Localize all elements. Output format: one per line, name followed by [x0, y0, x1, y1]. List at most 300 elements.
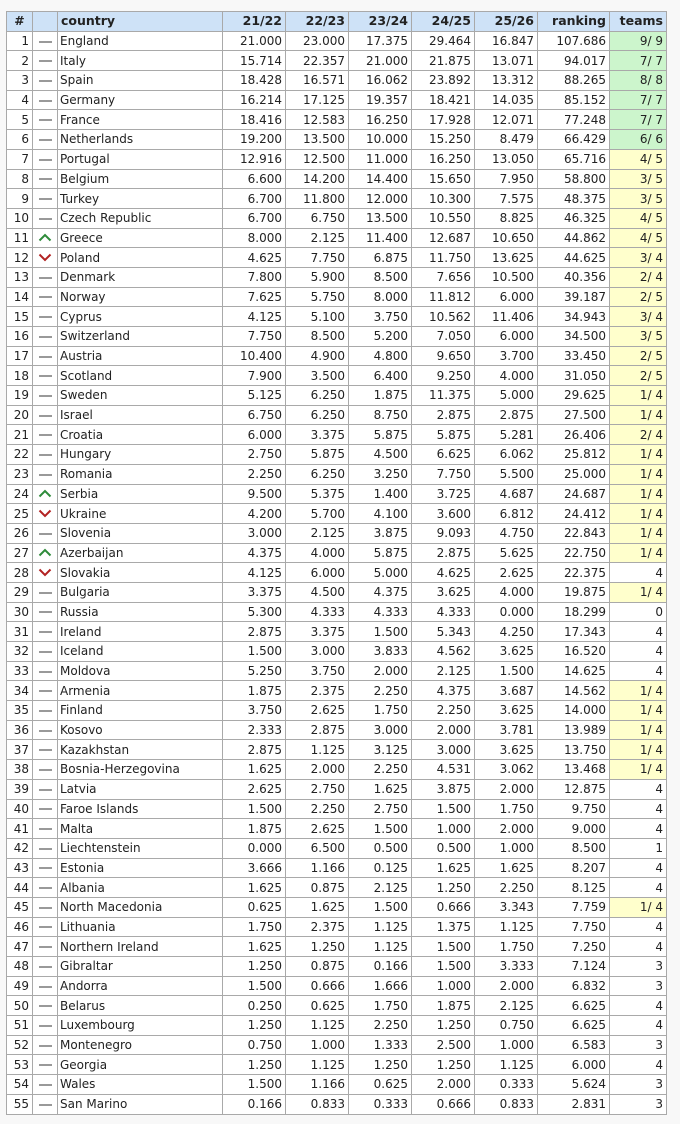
season-24-25-cell: 1.500 [412, 799, 475, 819]
teams-cell: 1/ 4 [610, 897, 667, 917]
trend-cell [33, 543, 58, 563]
rank-cell: 11 [7, 228, 33, 248]
rank-cell: 39 [7, 779, 33, 799]
season-21-22-cell: 7.625 [223, 287, 286, 307]
ranking-cell: 7.124 [538, 957, 610, 977]
rank-cell: 36 [7, 720, 33, 740]
table-row[interactable] [7, 504, 667, 524]
season-24-25-cell: 3.725 [412, 484, 475, 504]
season-23-24-cell: 2.000 [349, 661, 412, 681]
season-24-25-cell: 5.343 [412, 622, 475, 642]
table-row[interactable] [7, 425, 667, 445]
table-row[interactable] [7, 642, 667, 662]
season-24-25-cell: 7.656 [412, 267, 475, 287]
teams-cell: 7/ 7 [610, 90, 667, 110]
trend-unchanged-icon [39, 749, 52, 751]
teams-cell: 4 [610, 917, 667, 937]
ranking-cell: 7.759 [538, 897, 610, 917]
rank-cell: 44 [7, 878, 33, 898]
table-row[interactable] [7, 779, 667, 799]
table-row[interactable] [7, 90, 667, 110]
season-21-22-cell: 3.750 [223, 701, 286, 721]
table-row[interactable] [7, 307, 667, 327]
table-row[interactable] [7, 720, 667, 740]
table-row[interactable] [7, 287, 667, 307]
season-25-26-cell: 3.625 [475, 701, 538, 721]
table-row[interactable] [7, 228, 667, 248]
ranking-cell: 9.750 [538, 799, 610, 819]
season-25-26-cell: 13.071 [475, 51, 538, 71]
table-row[interactable] [7, 563, 667, 583]
table-row[interactable] [7, 582, 667, 602]
rank-cell: 18 [7, 366, 33, 386]
trend-cell [33, 169, 58, 189]
table-row[interactable] [7, 701, 667, 721]
season-22-23-cell: 4.900 [286, 346, 349, 366]
table-row[interactable] [7, 760, 667, 780]
ranking-cell: 107.686 [538, 31, 610, 51]
table-row[interactable] [7, 1094, 667, 1114]
trend-unchanged-icon [39, 651, 52, 653]
season-25-26-cell: 6.000 [475, 327, 538, 347]
country-cell: Kosovo [58, 720, 223, 740]
ranking-cell: 19.875 [538, 582, 610, 602]
season-22-23-cell: 3.375 [286, 425, 349, 445]
season-21-22-cell: 1.500 [223, 642, 286, 662]
season-23-24-cell: 6.875 [349, 248, 412, 268]
table-row[interactable] [7, 976, 667, 996]
season-25-26-cell: 2.625 [475, 563, 538, 583]
trend-unchanged-icon [39, 100, 52, 102]
table-body [7, 31, 667, 1114]
table-row[interactable] [7, 917, 667, 937]
rank-cell: 5 [7, 110, 33, 130]
teams-cell: 4 [610, 1016, 667, 1036]
table-row[interactable] [7, 602, 667, 622]
season-24-25-cell: 10.562 [412, 307, 475, 327]
season-22-23-cell: 1.166 [286, 1075, 349, 1095]
teams-cell: 3 [610, 1075, 667, 1095]
table-row[interactable] [7, 484, 667, 504]
season-25-26-cell: 3.625 [475, 740, 538, 760]
table-row[interactable] [7, 543, 667, 563]
country-cell: Spain [58, 71, 223, 91]
table-row[interactable] [7, 149, 667, 169]
country-cell: France [58, 110, 223, 130]
rank-cell: 49 [7, 976, 33, 996]
season-22-23-cell: 12.500 [286, 149, 349, 169]
season-25-26-cell: 13.312 [475, 71, 538, 91]
trend-cell [33, 897, 58, 917]
season-23-24-cell: 0.125 [349, 858, 412, 878]
country-cell: San Marino [58, 1094, 223, 1114]
trend-cell [33, 917, 58, 937]
table-row[interactable] [7, 327, 667, 347]
season-25-26-cell: 3.781 [475, 720, 538, 740]
teams-cell: 1/ 4 [610, 701, 667, 721]
season-23-24-cell: 19.357 [349, 90, 412, 110]
table-row[interactable] [7, 1075, 667, 1095]
season-22-23-cell: 0.875 [286, 957, 349, 977]
teams-cell: 4 [610, 878, 667, 898]
season-25-26-cell: 3.625 [475, 642, 538, 662]
rank-cell: 6 [7, 130, 33, 150]
rank-cell: 19 [7, 386, 33, 406]
table-row[interactable] [7, 1035, 667, 1055]
teams-cell: 4 [610, 799, 667, 819]
season-24-25-cell: 1.625 [412, 858, 475, 878]
trend-unchanged-icon [39, 631, 52, 633]
season-21-22-cell: 18.416 [223, 110, 286, 130]
trend-cell [33, 464, 58, 484]
ranking-cell: 39.187 [538, 287, 610, 307]
season-22-23-cell: 2.250 [286, 799, 349, 819]
country-cell: Turkey [58, 189, 223, 209]
season-22-23-cell: 4.500 [286, 582, 349, 602]
season-25-26-cell: 3.700 [475, 346, 538, 366]
teams-cell: 8/ 8 [610, 71, 667, 91]
table-row[interactable] [7, 405, 667, 425]
column-header-teams[interactable]: teams [610, 12, 667, 32]
column-header-season-22-23[interactable]: 22/23 [286, 12, 349, 32]
teams-cell: 4/ 5 [610, 208, 667, 228]
trend-down-icon [38, 505, 52, 523]
country-cell: Iceland [58, 642, 223, 662]
table-row[interactable] [7, 464, 667, 484]
season-22-23-cell: 23.000 [286, 31, 349, 51]
season-22-23-cell: 3.500 [286, 366, 349, 386]
country-cell: Andorra [58, 976, 223, 996]
teams-cell: 1/ 4 [610, 484, 667, 504]
rank-cell: 40 [7, 799, 33, 819]
ranking-cell: 34.943 [538, 307, 610, 327]
country-cell: Scotland [58, 366, 223, 386]
season-24-25-cell: 2.000 [412, 1075, 475, 1095]
column-header-season-21-22[interactable]: 21/22 [223, 12, 286, 32]
rank-cell: 16 [7, 327, 33, 347]
trend-cell [33, 1094, 58, 1114]
season-22-23-cell: 3.000 [286, 642, 349, 662]
trend-cell [33, 149, 58, 169]
teams-cell: 1/ 4 [610, 582, 667, 602]
column-header-season-23-24[interactable]: 23/24 [349, 12, 412, 32]
trend-unchanged-icon [39, 1025, 52, 1027]
table-row[interactable] [7, 31, 667, 51]
season-24-25-cell: 21.875 [412, 51, 475, 71]
season-23-24-cell: 3.750 [349, 307, 412, 327]
season-21-22-cell: 2.750 [223, 445, 286, 465]
season-23-24-cell: 13.500 [349, 208, 412, 228]
season-25-26-cell: 2.000 [475, 976, 538, 996]
season-21-22-cell: 6.750 [223, 405, 286, 425]
trend-unchanged-icon [39, 1064, 52, 1066]
header-row [7, 12, 667, 32]
table-row[interactable] [7, 248, 667, 268]
season-21-22-cell: 4.200 [223, 504, 286, 524]
teams-cell: 9/ 9 [610, 31, 667, 51]
table-row[interactable] [7, 130, 667, 150]
table-row[interactable] [7, 996, 667, 1016]
column-header-season-24-25[interactable]: 24/25 [412, 12, 475, 32]
season-22-23-cell: 1.125 [286, 740, 349, 760]
season-25-26-cell: 4.687 [475, 484, 538, 504]
season-23-24-cell: 1.125 [349, 917, 412, 937]
rank-cell: 33 [7, 661, 33, 681]
table-row[interactable] [7, 169, 667, 189]
table-row[interactable] [7, 838, 667, 858]
country-cell: Romania [58, 464, 223, 484]
trend-cell [33, 1035, 58, 1055]
trend-cell [33, 701, 58, 721]
season-23-24-cell: 1.333 [349, 1035, 412, 1055]
rank-cell: 31 [7, 622, 33, 642]
rank-cell: 34 [7, 681, 33, 701]
trend-unchanged-icon [39, 178, 52, 180]
season-23-24-cell: 3.250 [349, 464, 412, 484]
ranking-cell: 13.989 [538, 720, 610, 740]
season-22-23-cell: 22.357 [286, 51, 349, 71]
teams-cell: 1/ 4 [610, 543, 667, 563]
table-row[interactable] [7, 523, 667, 543]
season-22-23-cell: 3.375 [286, 622, 349, 642]
trend-unchanged-icon [39, 730, 52, 732]
rank-cell: 42 [7, 838, 33, 858]
season-24-25-cell: 1.250 [412, 878, 475, 898]
table-row[interactable] [7, 957, 667, 977]
teams-cell: 4 [610, 1055, 667, 1075]
table-row[interactable] [7, 937, 667, 957]
teams-cell: 1/ 4 [610, 523, 667, 543]
season-21-22-cell: 3.375 [223, 582, 286, 602]
country-cell: Armenia [58, 681, 223, 701]
season-22-23-cell: 6.250 [286, 405, 349, 425]
trend-unchanged-icon [39, 316, 52, 318]
trend-unchanged-icon [39, 277, 52, 279]
table-row[interactable] [7, 71, 667, 91]
rank-cell: 45 [7, 897, 33, 917]
season-24-25-cell: 11.375 [412, 386, 475, 406]
season-23-24-cell: 10.000 [349, 130, 412, 150]
table-row[interactable] [7, 878, 667, 898]
trend-cell [33, 267, 58, 287]
ranking-cell: 25.812 [538, 445, 610, 465]
ranking-cell: 6.000 [538, 1055, 610, 1075]
rank-cell: 21 [7, 425, 33, 445]
season-21-22-cell: 2.333 [223, 720, 286, 740]
trend-unchanged-icon [39, 946, 52, 948]
table-row[interactable] [7, 799, 667, 819]
teams-cell: 4 [610, 996, 667, 1016]
ranking-cell: 14.625 [538, 661, 610, 681]
column-header-trend[interactable] [33, 12, 58, 32]
season-24-25-cell: 1.250 [412, 1016, 475, 1036]
table-row[interactable] [7, 661, 667, 681]
rank-cell: 27 [7, 543, 33, 563]
trend-cell [33, 996, 58, 1016]
table-row[interactable] [7, 858, 667, 878]
table-row[interactable] [7, 622, 667, 642]
table-row[interactable] [7, 189, 667, 209]
column-header-ranking[interactable]: ranking [538, 12, 610, 32]
column-header-season-25-26[interactable]: 25/26 [475, 12, 538, 32]
season-24-25-cell: 4.333 [412, 602, 475, 622]
table-row[interactable] [7, 267, 667, 287]
season-23-24-cell: 8.750 [349, 405, 412, 425]
ranking-cell: 77.248 [538, 110, 610, 130]
season-23-24-cell: 5.200 [349, 327, 412, 347]
season-24-25-cell: 1.875 [412, 996, 475, 1016]
trend-cell [33, 523, 58, 543]
season-25-26-cell: 0.833 [475, 1094, 538, 1114]
trend-cell [33, 1075, 58, 1095]
ranking-cell: 18.299 [538, 602, 610, 622]
season-23-24-cell: 11.000 [349, 149, 412, 169]
table-row[interactable] [7, 346, 667, 366]
country-cell: Cyprus [58, 307, 223, 327]
season-23-24-cell: 4.375 [349, 582, 412, 602]
season-24-25-cell: 15.650 [412, 169, 475, 189]
table-row[interactable] [7, 1016, 667, 1036]
season-24-25-cell: 4.531 [412, 760, 475, 780]
season-25-26-cell: 1.000 [475, 1035, 538, 1055]
trend-cell [33, 799, 58, 819]
teams-cell: 3 [610, 1094, 667, 1114]
season-23-24-cell: 0.625 [349, 1075, 412, 1095]
season-25-26-cell: 0.000 [475, 602, 538, 622]
teams-cell: 0 [610, 602, 667, 622]
rank-cell: 52 [7, 1035, 33, 1055]
ranking-cell: 12.875 [538, 779, 610, 799]
country-cell: Belgium [58, 169, 223, 189]
season-21-22-cell: 0.625 [223, 897, 286, 917]
season-25-26-cell: 6.000 [475, 287, 538, 307]
season-25-26-cell: 12.071 [475, 110, 538, 130]
season-21-22-cell: 4.625 [223, 248, 286, 268]
country-cell: Lithuania [58, 917, 223, 937]
column-header-rank[interactable]: # [7, 12, 33, 32]
ranking-cell: 14.000 [538, 701, 610, 721]
season-23-24-cell: 1.500 [349, 897, 412, 917]
season-23-24-cell: 1.750 [349, 996, 412, 1016]
trend-unchanged-icon [39, 454, 52, 456]
season-25-26-cell: 2.875 [475, 405, 538, 425]
teams-cell: 4 [610, 661, 667, 681]
season-22-23-cell: 11.800 [286, 189, 349, 209]
trend-unchanged-icon [39, 80, 52, 82]
season-23-24-cell: 5.875 [349, 425, 412, 445]
trend-cell [33, 1016, 58, 1036]
season-21-22-cell: 1.250 [223, 1055, 286, 1075]
season-22-23-cell: 2.750 [286, 779, 349, 799]
country-cell: Ukraine [58, 504, 223, 524]
season-23-24-cell: 2.750 [349, 799, 412, 819]
table-row[interactable] [7, 681, 667, 701]
teams-cell: 3/ 4 [610, 248, 667, 268]
trend-unchanged-icon [39, 533, 52, 535]
trend-cell [33, 307, 58, 327]
trend-unchanged-icon [39, 41, 52, 43]
season-23-24-cell: 3.125 [349, 740, 412, 760]
season-21-22-cell: 15.714 [223, 51, 286, 71]
season-22-23-cell: 2.125 [286, 523, 349, 543]
table-row[interactable] [7, 445, 667, 465]
season-21-22-cell: 1.250 [223, 957, 286, 977]
country-cell: Finland [58, 701, 223, 721]
teams-cell: 2/ 5 [610, 346, 667, 366]
season-24-25-cell: 3.625 [412, 582, 475, 602]
season-25-26-cell: 1.500 [475, 661, 538, 681]
table-row[interactable] [7, 110, 667, 130]
season-24-25-cell: 2.125 [412, 661, 475, 681]
rank-cell: 51 [7, 1016, 33, 1036]
season-23-24-cell: 1.666 [349, 976, 412, 996]
season-22-23-cell: 1.166 [286, 858, 349, 878]
season-21-22-cell: 1.500 [223, 799, 286, 819]
season-24-25-cell: 18.421 [412, 90, 475, 110]
season-22-23-cell: 13.500 [286, 130, 349, 150]
table-row[interactable] [7, 208, 667, 228]
season-22-23-cell: 4.333 [286, 602, 349, 622]
trend-cell [33, 720, 58, 740]
season-23-24-cell: 1.875 [349, 386, 412, 406]
trend-down-icon [38, 249, 52, 267]
table-row[interactable] [7, 740, 667, 760]
season-22-23-cell: 14.200 [286, 169, 349, 189]
country-cell: Moldova [58, 661, 223, 681]
season-22-23-cell: 5.100 [286, 307, 349, 327]
table-row[interactable] [7, 51, 667, 71]
rank-cell: 46 [7, 917, 33, 937]
trend-cell [33, 208, 58, 228]
season-23-24-cell: 4.500 [349, 445, 412, 465]
table-row[interactable] [7, 366, 667, 386]
country-cell: Malta [58, 819, 223, 839]
trend-unchanged-icon [39, 671, 52, 673]
teams-cell: 1/ 4 [610, 720, 667, 740]
season-22-23-cell: 1.250 [286, 937, 349, 957]
trend-unchanged-icon [39, 848, 52, 850]
table-row[interactable] [7, 897, 667, 917]
table-row[interactable] [7, 1055, 667, 1075]
teams-cell: 3/ 4 [610, 307, 667, 327]
season-23-24-cell: 2.250 [349, 760, 412, 780]
country-cell: Germany [58, 90, 223, 110]
trend-unchanged-icon [39, 1005, 52, 1007]
country-cell: Norway [58, 287, 223, 307]
country-cell: Croatia [58, 425, 223, 445]
season-25-26-cell: 3.333 [475, 957, 538, 977]
season-24-25-cell: 9.650 [412, 346, 475, 366]
rank-cell: 13 [7, 267, 33, 287]
season-22-23-cell: 2.000 [286, 760, 349, 780]
table-row[interactable] [7, 819, 667, 839]
season-23-24-cell: 0.333 [349, 1094, 412, 1114]
trend-unchanged-icon [39, 1104, 52, 1106]
teams-cell: 2/ 4 [610, 267, 667, 287]
season-23-24-cell: 11.400 [349, 228, 412, 248]
season-23-24-cell: 3.833 [349, 642, 412, 662]
ranking-cell: 2.831 [538, 1094, 610, 1114]
country-cell: Russia [58, 602, 223, 622]
trend-cell [33, 602, 58, 622]
column-header-country[interactable]: country [58, 12, 223, 32]
season-25-26-cell: 13.625 [475, 248, 538, 268]
table-row[interactable] [7, 386, 667, 406]
season-22-23-cell: 16.571 [286, 71, 349, 91]
uefa-country-ranking-table [6, 11, 667, 1115]
teams-cell: 3 [610, 957, 667, 977]
trend-unchanged-icon [39, 159, 52, 161]
